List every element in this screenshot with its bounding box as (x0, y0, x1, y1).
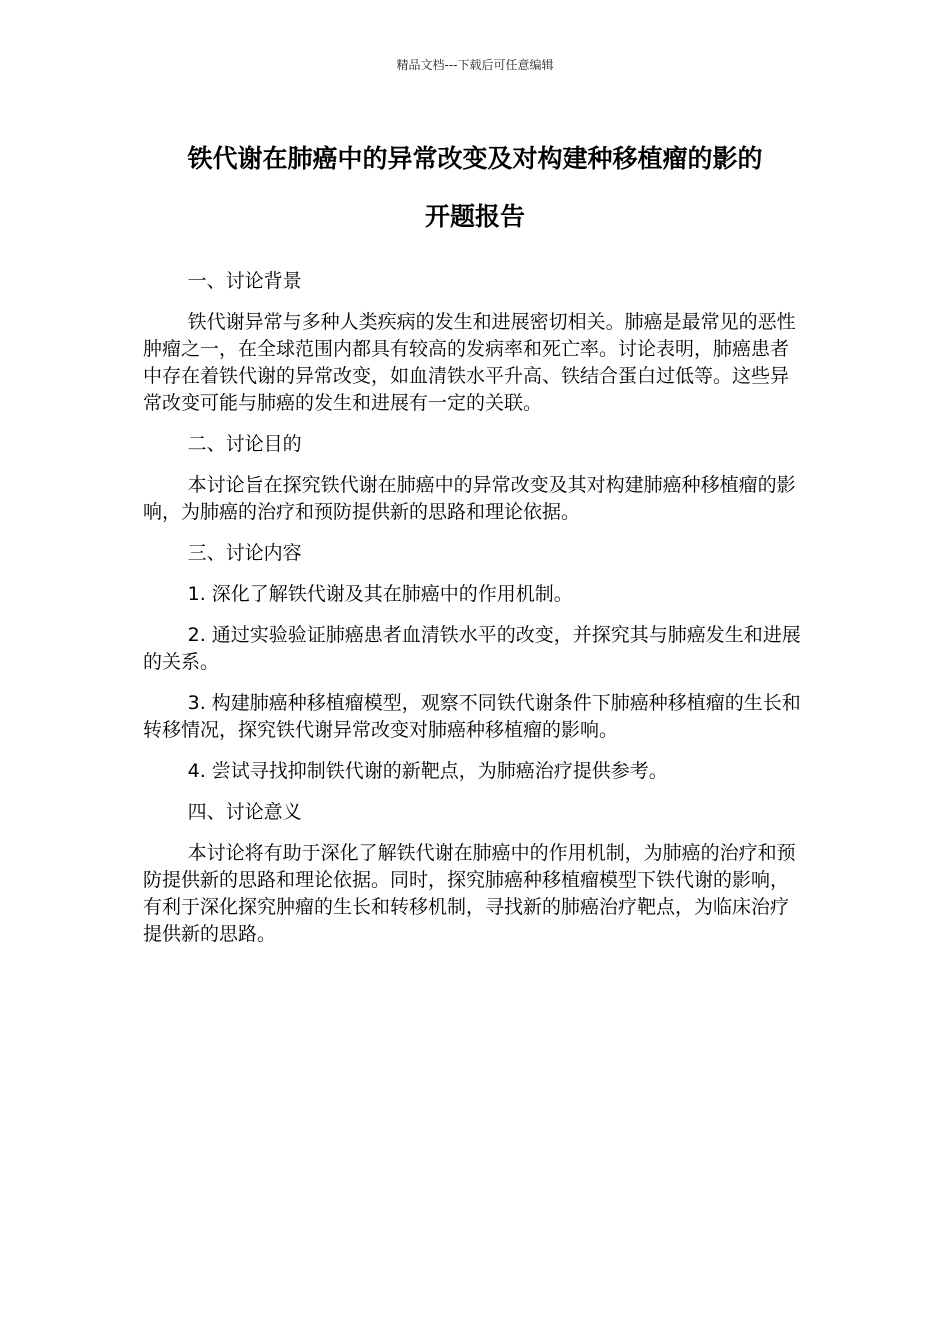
section-heading-content: 三、讨论内容 (187, 542, 302, 564)
section-heading-purpose: 二、讨论目的 (187, 433, 302, 455)
document-title (140, 130, 810, 246)
section-heading-significance: 四、讨论意义 (187, 801, 302, 823)
section-heading-background: 一、讨论背景 (187, 270, 302, 292)
title-line-2: 开题报告 (424, 202, 525, 231)
content-item-2: 2. 通过实验验证肺癌患者血清铁水平的改变，并探究其与肺癌发生和进展的关系。 (143, 624, 801, 673)
document-body (143, 268, 803, 962)
content-item-4: 4. 尝试寻找抑制铁代谢的新靶点，为肺癌治疗提供参考。 (187, 760, 668, 782)
paragraph-background: 铁代谢异常与多种人类疾病的发生和进展密切相关。肺癌是最常见的恶性肿瘤之一，在全球范围内都具有较高的发病率和死亡率。讨论表明，肺癌患者中存在着铁代谢的异常改变，如血清铁水平升高、铁结合蛋白过低等。这些异常改变可能与肺癌的发生和进展有一定的关联。 (143, 311, 796, 414)
paragraph-purpose: 本讨论旨在探究铁代谢在肺癌中的异常改变及其对构建肺癌种移植瘤的影响，为肺癌的治疗和预防提供新的思路和理论依据。 (143, 474, 796, 523)
content-item-1: 1. 深化了解铁代谢及其在肺癌中的作用机制。 (187, 583, 573, 605)
paragraph-significance: 本讨论将有助于深化了解铁代谢在肺癌中的作用机制，为肺癌的治疗和预防提供新的思路和理论依据。同时，探究肺癌种移植瘤模型下铁代谢的影响，有利于深化探究肿瘤的生长和转移机制，寻找新的肺癌治疗靶点，为临床治疗提供新的思路。 (143, 842, 796, 945)
title-line-1: 铁代谢在肺癌中的异常改变及对构建种移植瘤的影的 (187, 144, 763, 173)
page-header: 精品文档---下载后可任意编辑 (396, 58, 554, 72)
content-item-3: 3. 构建肺癌种移植瘤模型，观察不同铁代谢条件下肺癌种移植瘤的生长和转移情况，探究铁代谢异常改变对肺癌种移植瘤的影响。 (143, 692, 801, 741)
